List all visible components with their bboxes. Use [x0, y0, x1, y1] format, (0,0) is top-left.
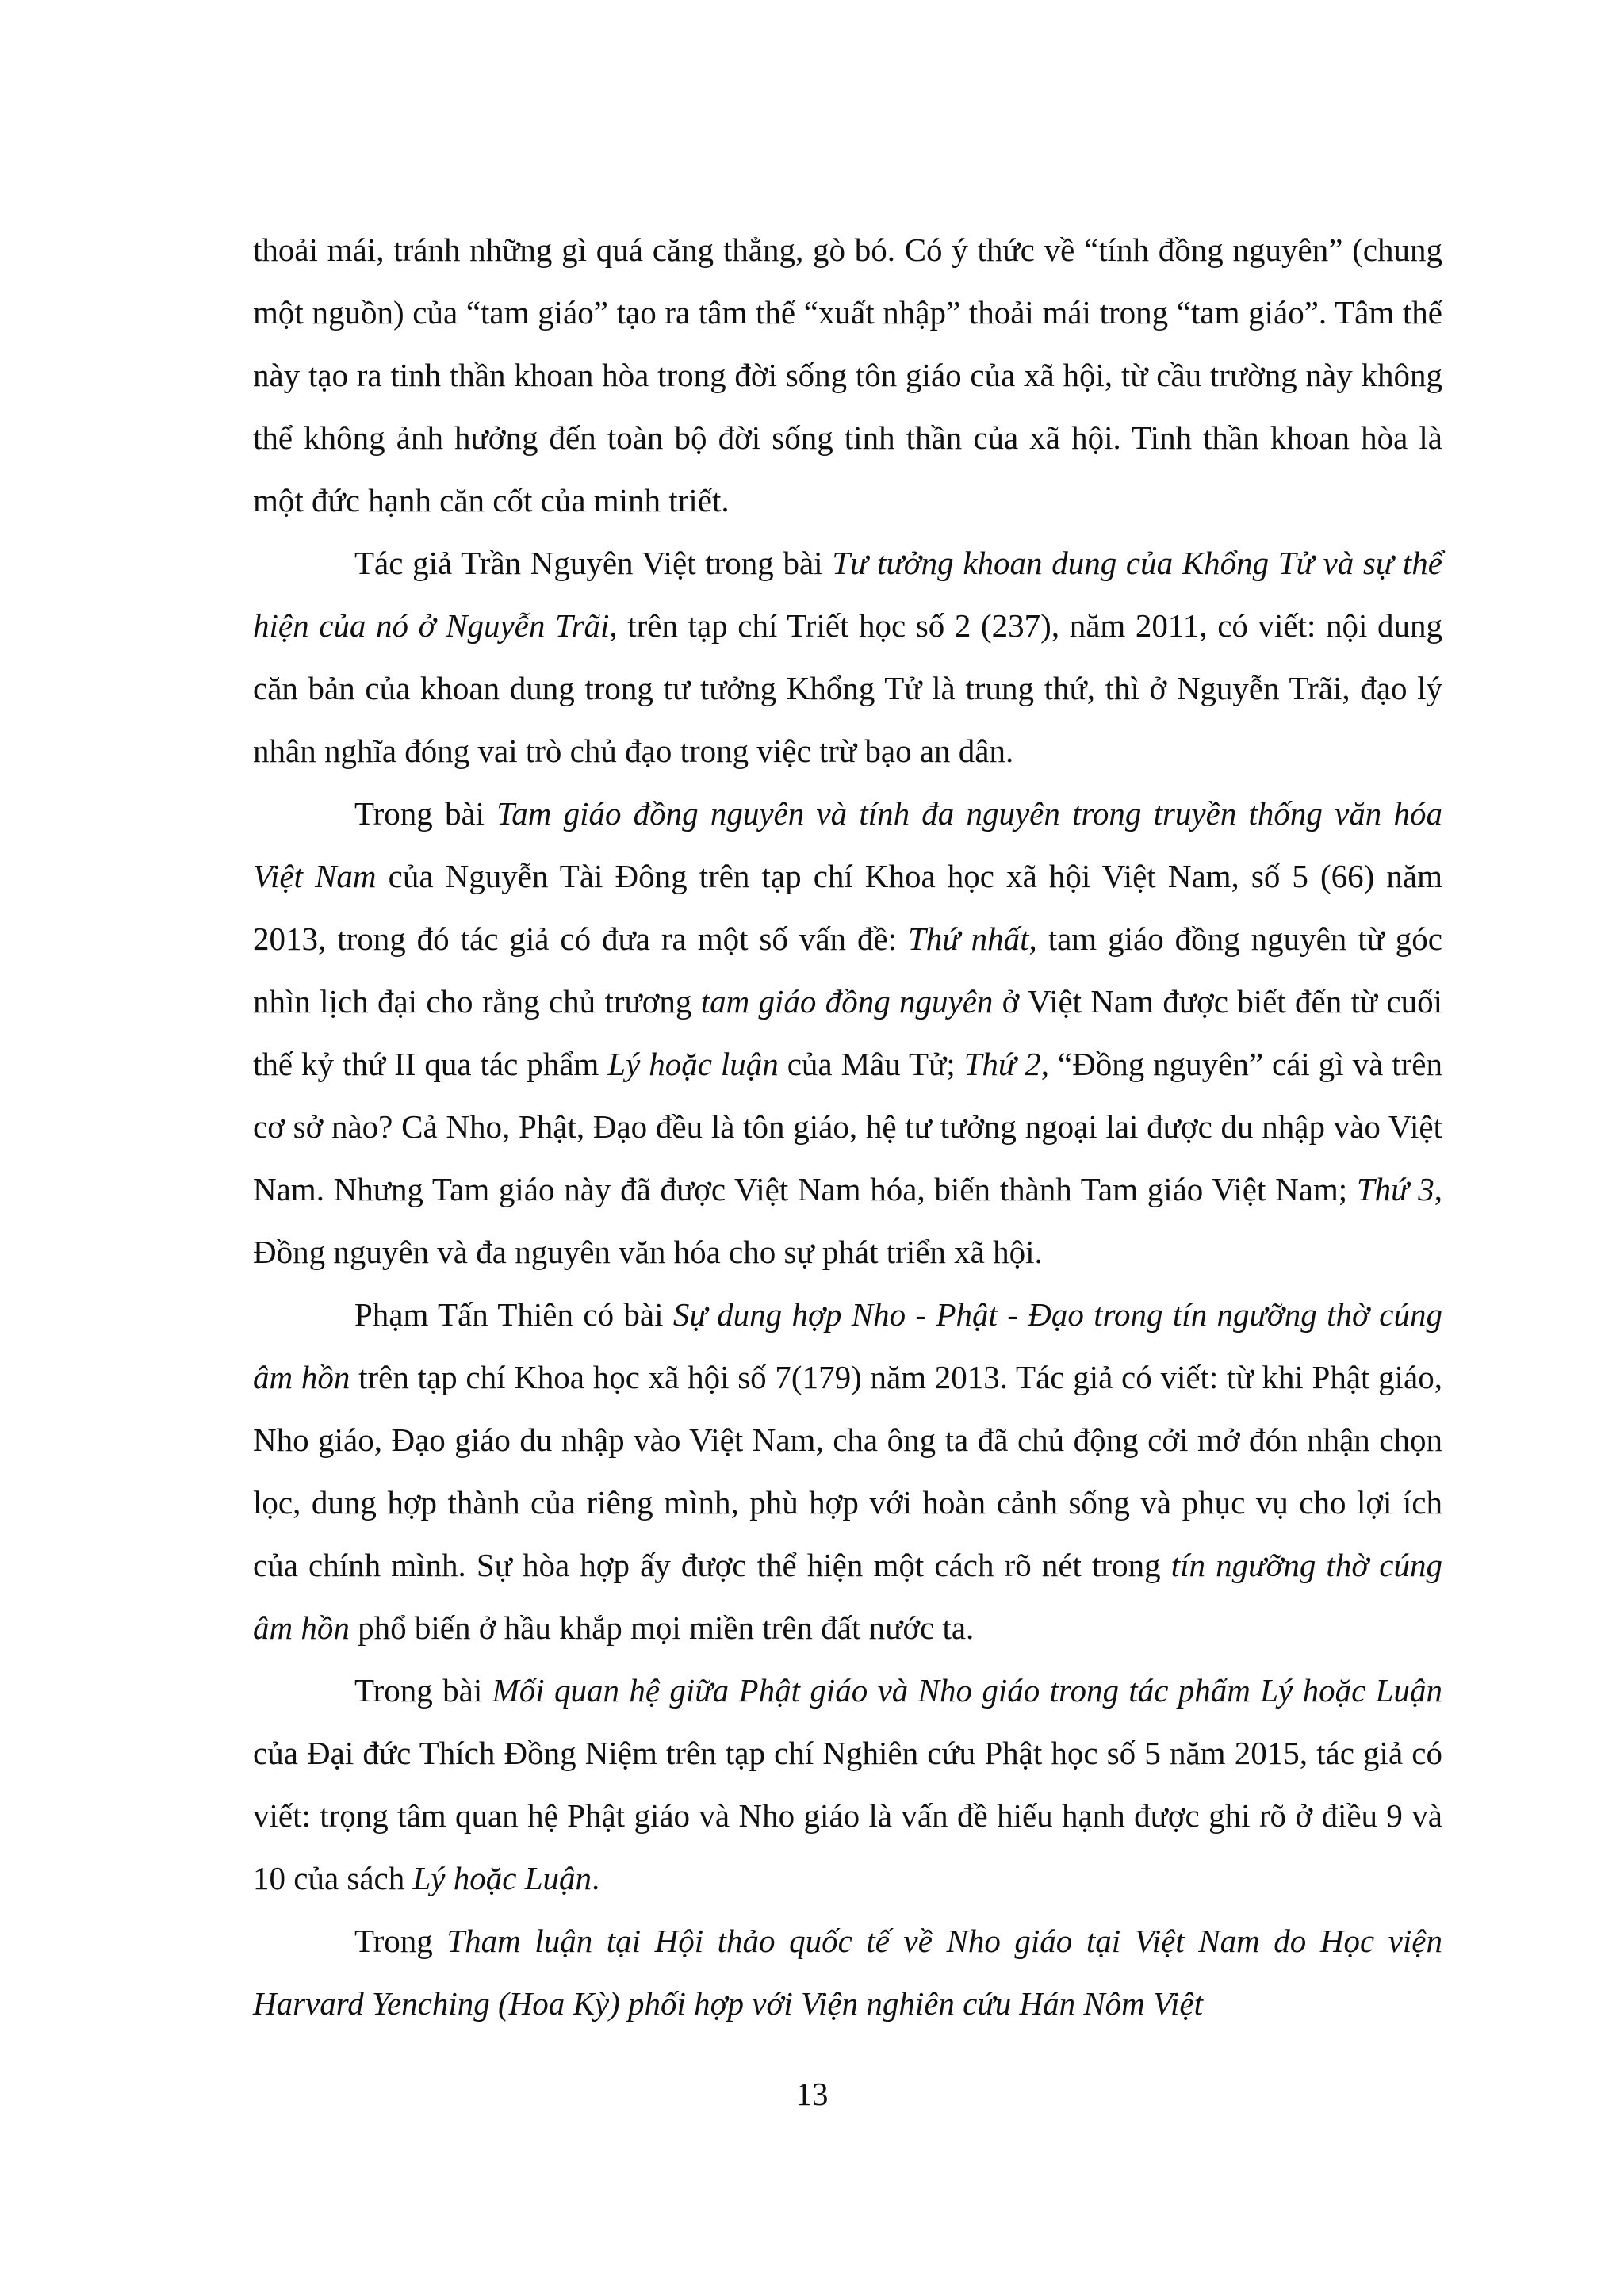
paragraph-5 — [253, 1659, 1442, 1910]
italic-emphasis: tín ngưỡng thờ cúng âm hồn — [253, 1547, 1443, 1646]
text-run: phổ biến ở hầu khắp mọi miền trên đất nước ta. — [349, 1609, 975, 1646]
italic-emphasis: Thứ 3 — [1356, 1171, 1434, 1207]
page-number: 13 — [795, 2076, 829, 2112]
text-run: Trong bài — [354, 1672, 492, 1709]
text-run: trên tạp chí Triết học số 2 (237), năm 2011, có viết: nội dung căn bản của khoan dung trong tư tưởng Khổng Tử là trung thứ, thì ở Nguyễn Trãi, đạo lý nhân nghĩa đóng vai trò chủ đạo trong việc trừ bạo an dân. — [253, 607, 1443, 769]
italic-title: Tam giáo đồng nguyên và tính đa nguyên trong truyền thống văn hóa Việt Nam — [253, 795, 1442, 894]
italic-title: Lý hoặc luận — [607, 1046, 779, 1082]
text-run: Trong bài — [354, 795, 497, 832]
text-run: ở Việt Nam được biết đến từ cuối thế kỷ thứ II qua tác phẩm — [253, 983, 1442, 1082]
italic-emphasis: Thứ 2 — [963, 1046, 1041, 1082]
italic-title: Lý hoặc Luận — [412, 1860, 592, 1896]
text-run: . — [592, 1860, 600, 1896]
paragraph-6 — [253, 1910, 1442, 2035]
text-run: thoải mái, tránh những gì quá căng thẳng, gò bó. Có ý thức về “tính đồng nguyên” (chung một nguồn) của “tam giáo” tạo ra tâm thế “xuất nhập” thoải mái trong “tam giáo”. Tâm thế này tạo ra tinh thần khoan hòa trong đời sống tôn giáo của xã hội, từ cầu trường này không thể không ảnh hưởng đến toàn bộ đời sống tinh thần của xã hội. Tinh thần khoan hòa là một đức hạnh căn cốt của minh triết. — [253, 232, 1442, 519]
text-run: , “Đồng nguyên” cái gì và trên cơ sở nào? Cả Nho, Phật, Đạo đều là tôn giáo, hệ tư tưởng ngoại lai được du nhập vào Việt Nam. Nhưng Tam giáo này đã được Việt Nam hóa, biến thành Tam giáo Việt Nam; — [253, 1046, 1442, 1207]
text-run: Phạm Tấn Thiên có bài — [354, 1296, 673, 1333]
text-run: của Mâu Tử; — [778, 1046, 964, 1082]
paragraph-4 — [253, 1284, 1442, 1659]
text-run: Tác giả Trần Nguyên Việt trong bài — [354, 545, 833, 581]
text-run: Trong — [354, 1923, 447, 1959]
paragraph-2 — [253, 532, 1442, 783]
text-run: của Nguyễn Tài Đông trên tạp chí Khoa học xã hội Việt Nam, số 5 (66) năm 2013, trong đó tác giả có đưa ra một số vấn đề: — [253, 858, 1442, 957]
text-run: của Đại đức Thích Đồng Niệm trên tạp chí Nghiên cứu Phật học số 5 năm 2015, tác giả có viết: trọng tâm quan hệ Phật giáo và Nho giáo là vấn đề hiếu hạnh được ghi rõ ở điều 9 và 10 của sách — [253, 1735, 1442, 1896]
paragraph-3 — [253, 783, 1442, 1284]
italic-emphasis: Thứ nhất, — [908, 920, 1037, 957]
paragraph-1 — [253, 219, 1442, 532]
text-run: trên tạp chí Khoa học xã hội số 7(179) năm 2013. Tác giả có viết: từ khi Phật giáo, Nho giáo, Đạo giáo du nhập vào Việt Nam, cha ông ta đã chủ động cởi mở đón nhận chọn lọc, dung hợp thành của riêng mình, phù hợp với hoàn cảnh sống và phục vụ cho lợi ích của chính mình. Sự hòa hợp ấy được thể hiện một cách rõ nét trong — [253, 1359, 1442, 1583]
text-run: tam giáo đồng nguyên từ góc nhìn lịch đại cho rằng chủ trương — [253, 920, 1442, 1020]
italic-title: Tham luận tại Hội thảo quốc tế về Nho giáo tại Việt Nam do Học viện Harvard Yenching (Hoa Kỳ) phối hợp với Viện nghiên cứu Hán Nôm Việt — [253, 1923, 1442, 2022]
italic-title: Mối quan hệ giữa Phật giáo và Nho giáo trong tác phẩm Lý hoặc Luận — [492, 1672, 1442, 1709]
text-run: , Đồng nguyên và đa nguyên văn hóa cho sự phát triển xã hội. — [253, 1171, 1442, 1270]
italic-title: Sự dung hợp Nho - Phật - Đạo trong tín ngưỡng thờ cúng âm hồn — [253, 1296, 1442, 1395]
italic-emphasis: tam giáo đồng nguyên — [700, 983, 994, 1020]
italic-title: Tư tưởng khoan dung của Khổng Tử và sự thể hiện của nó ở Nguyễn Trãi, — [253, 545, 1442, 644]
body-text — [253, 219, 1442, 2035]
